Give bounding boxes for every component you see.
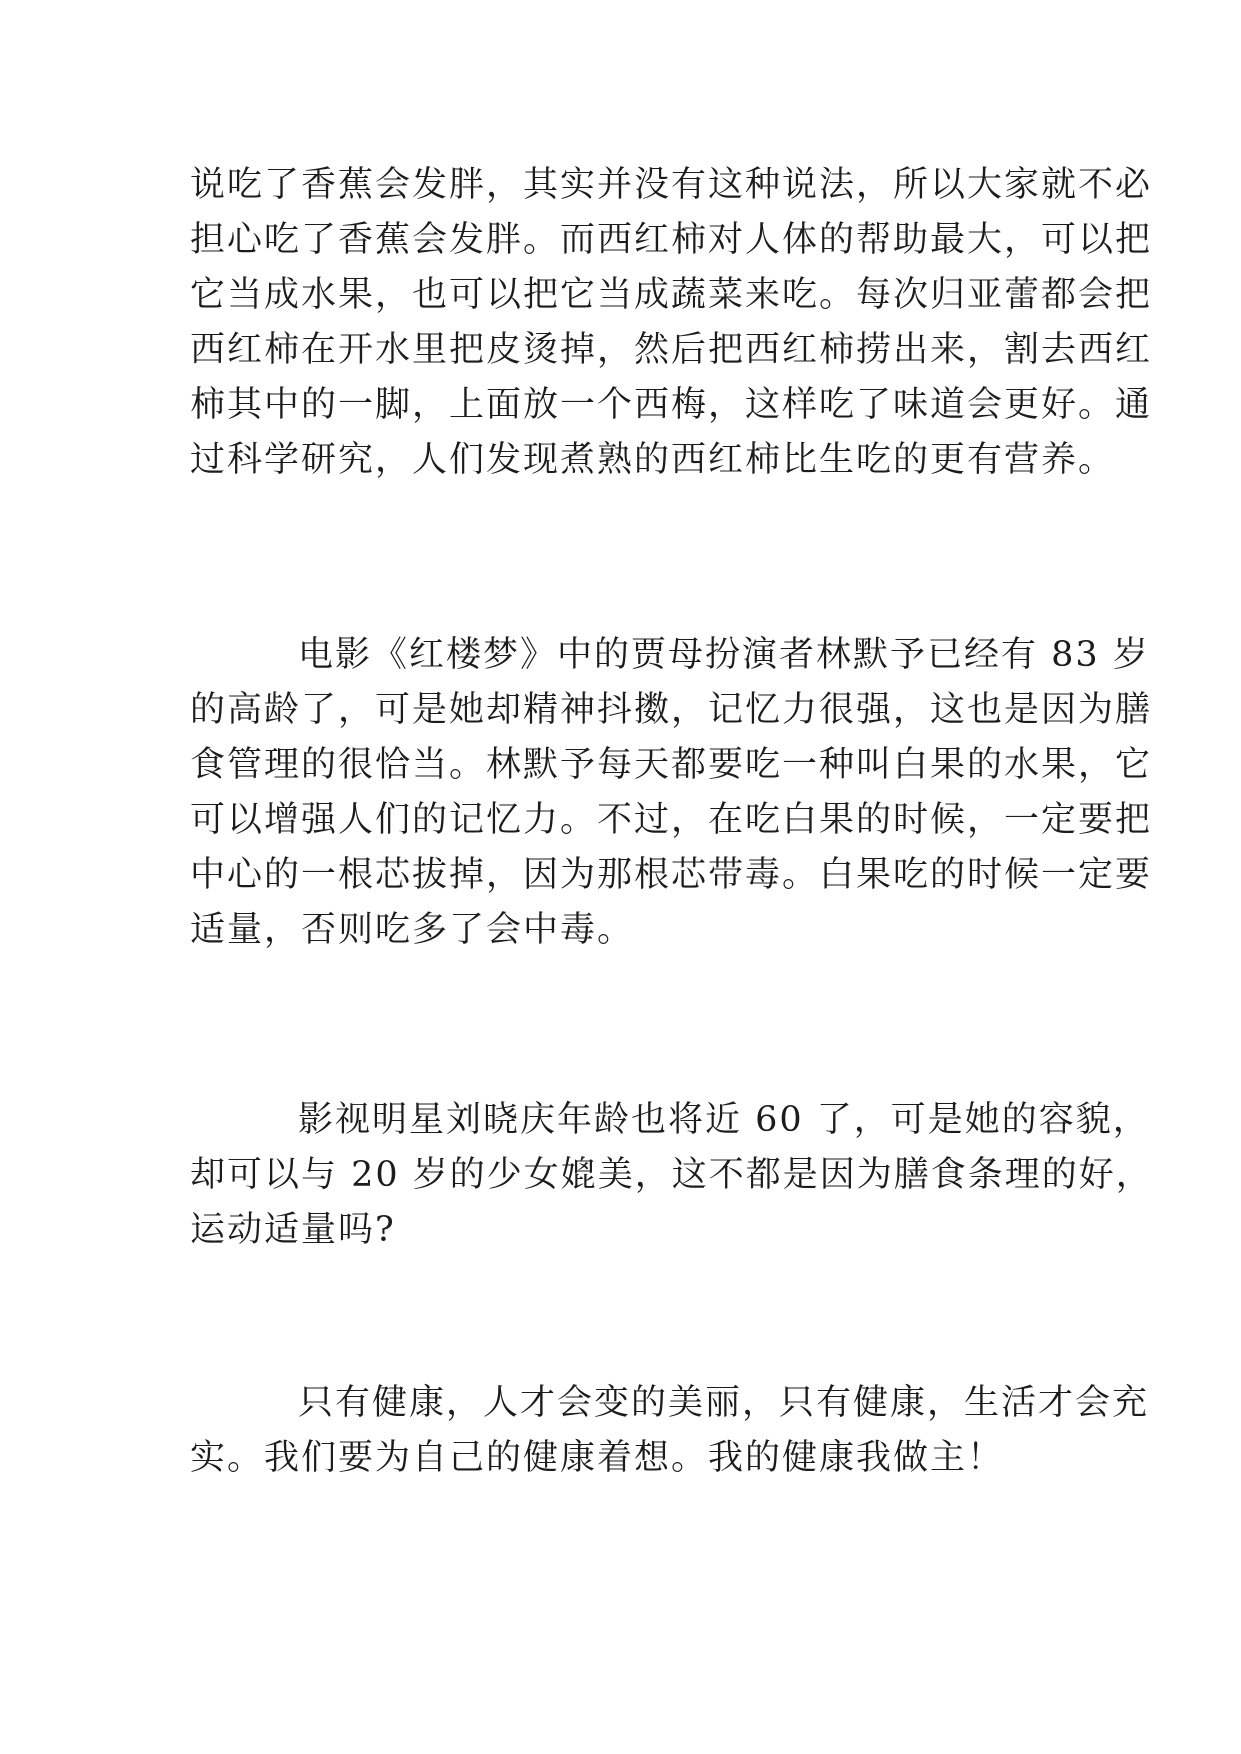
text-line: 却可以与 20 岁的少女媲美，这不都是因为膳食条理的好， bbox=[190, 1155, 1153, 1195]
text-line: 实。我们要为自己的健康着想。我的健康我做主！ bbox=[190, 1438, 1005, 1478]
text-line: 适量，否则吃多了会中毒。 bbox=[190, 910, 635, 950]
text-line: 只有健康，人才会变的美丽，只有健康，生活才会充 bbox=[298, 1383, 1150, 1423]
text-line: 的高龄了，可是她却精神抖擞，记忆力很强，这也是因为膳 bbox=[190, 690, 1153, 730]
text-line: 柿其中的一脚，上面放一个西梅，这样吃了味道会更好。通 bbox=[190, 385, 1153, 425]
paragraph-conclusion bbox=[190, 1376, 1150, 1486]
text-line: 可以增强人们的记忆力。不过，在吃白果的时候，一定要把 bbox=[190, 800, 1153, 840]
text-line: 说吃了香蕉会发胖，其实并没有这种说法，所以大家就不必 bbox=[190, 165, 1153, 205]
text-line: 影视明星刘晓庆年龄也将近 60 了，可是她的容貌， bbox=[298, 1100, 1150, 1140]
text-line: 运动适量吗? bbox=[190, 1210, 396, 1250]
text-line: 西红柿在开水里把皮烫掉，然后把西红柿捞出来，割去西红 bbox=[190, 330, 1153, 370]
text-line: 过科学研究，人们发现煮熟的西红柿比生吃的更有营养。 bbox=[190, 440, 1116, 480]
paragraph-banana-tomato bbox=[190, 158, 1153, 488]
text-line: 电影《红楼梦》中的贾母扮演者林默予已经有 83 岁 bbox=[298, 635, 1150, 675]
text-line: 担心吃了香蕉会发胖。而西红柿对人体的帮助最大，可以把 bbox=[190, 220, 1153, 260]
text-line: 它当成水果，也可以把它当成蔬菜来吃。每次归亚蕾都会把 bbox=[190, 275, 1153, 315]
paragraph-liu-xiaoqing bbox=[190, 1093, 1153, 1258]
text-line: 食管理的很恰当。林默予每天都要吃一种叫白果的水果，它 bbox=[190, 745, 1153, 785]
text-line: 中心的一根芯拔掉，因为那根芯带毒。白果吃的时候一定要 bbox=[190, 855, 1153, 895]
paragraph-lin-moyu bbox=[190, 628, 1153, 958]
